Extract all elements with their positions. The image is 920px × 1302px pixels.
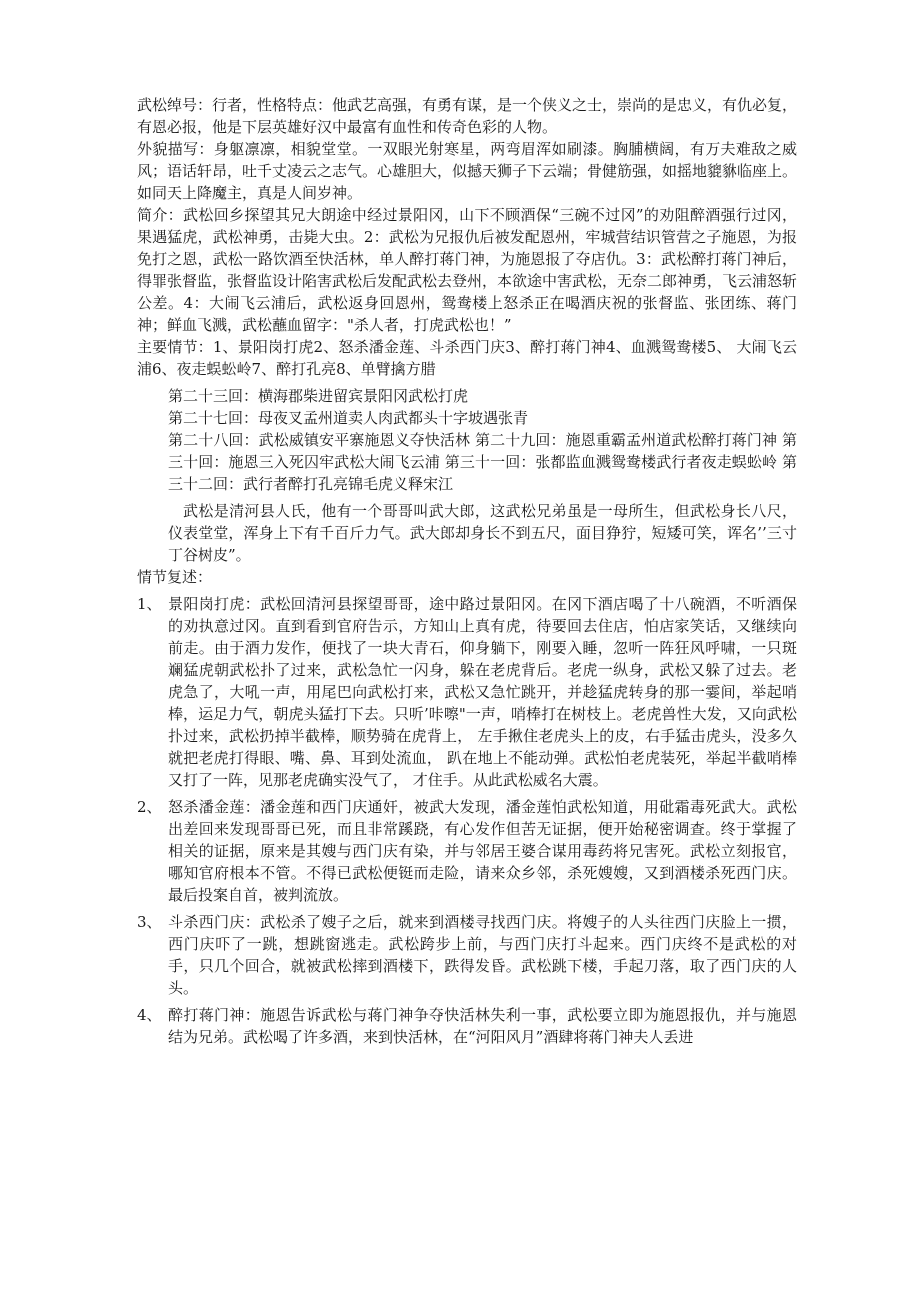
plot-text: 怒杀潘金莲：潘金莲和西门庆通奸，被武大发现，潘金莲怕武松知道，用砒霜毒死武大。武松出差回来发现哥哥已死，而且非常蹊跷，有心发作但苦无证据，便开始秘密调查。终于掌握了相关的证据，原来是其嫂与西门庆有染，并与邻居王婆合谋用毒药将兄害死。武松立刻报官，哪知官府根本不管。不得已武松便铤而走险，请来众乡邻，杀死嫂嫂，又到酒楼杀死西门庆。最后投案自首，被判流放。	[168, 798, 797, 904]
plot-text: 斗杀西门庆：武松杀了嫂子之后，就来到酒楼寻找西门庆。将嫂子的人头往西门庆脸上一掼，西门庆吓了一跳，想跳窗逃走。武松跨步上前，与西门庆打斗起来。西门庆终不是武松的对手，只几个回合，就被武松摔到酒楼下，跌得发昏。武松跳下楼，手起刀落，取了西门庆的人头。	[168, 913, 797, 997]
plot-item	[137, 593, 797, 791]
plot-number: 4、	[137, 1006, 162, 1024]
summary-paragraph: 简介：武松回乡探望其兄大朗途中经过景阳冈，山下不顾酒保“三碗不过冈”的劝阻醉酒强行过冈，果遇猛虎，武松神勇，击毙大虫。2：武松为兄报仇后被发配恩州，牢城营结识管营之子施恩，为报免打之恩，武松一路饮酒至快活林，单人醉打蒋门神，为施恩报了夺店仇。3：武松醉打蒋门神后，得罪张督监，张督监设计陷害武松后发配武松去登州，本欲途中害武松，无奈二郎神勇，飞云浦怒斩公差。4：大闹飞云浦后，武松返身回恩州，鸳鸯楼上怒杀正在喝酒庆祝的张督监、张团练、蒋门神；鲜血飞溅，武松蘸血留字："杀人者，打虎武松也！”	[137, 206, 798, 334]
plot-item	[137, 796, 797, 906]
main-plot-paragraph: 主要情节：1、景阳岗打虎2、怒杀潘金莲、斗杀西门庆3、醉打蒋门神4、血溅鸳鸯楼5、 大闹飞云浦6、夜走蜈蚣岭7、醉打孔亮8、单臂擒方腊	[137, 338, 797, 378]
plot-item	[137, 911, 797, 999]
retell-heading: 情节复述：	[137, 568, 213, 586]
nickname-paragraph: 武松绰号：行者，性格特点：他武艺高强，有勇有谋，是一个侠义之士，崇尚的是忠义，有仇必复，有恩必报，他是下层英雄好汉中最富有血性和传奇色彩的人物。	[137, 96, 798, 136]
plot-number: 2、	[137, 798, 162, 816]
plot-item	[137, 1004, 797, 1048]
plot-number: 1、	[137, 595, 162, 613]
chapter-item: 第二十七回：母夜叉孟州道卖人肉武都头十字坡遇张青	[168, 409, 529, 427]
plot-number: 3、	[137, 913, 162, 931]
plot-text: 景阳岗打虎：武松回清河县探望哥哥，途中路过景阳冈。在冈下酒店喝了十八碗酒，不听酒保的劝执意过冈。直到看到官府告示，方知山上真有虎，待要回去住店，怕店家笑话，又继续向前走。由于酒力发作，便找了一块大青石，仰身躺下，刚要入睡，忽听一阵狂风呼啸，一只斑斓猛虎朝武松扑了过来，武松急忙一闪身，躲在老虎背后。老虎一纵身，武松又躲了过去。老虎急了，大吼一声，用尾巴向武松打来，武松又急忙跳开，并趁猛虎转身的那一霎间，举起哨棒，运足力气，朝虎头猛打下去。只听’咔嚓"一声，哨棒打在树枝上。老虎兽性大发，又向武松扑过来，武松扔掉半截棒，顺势骑在虎背上， 左手揪住老虎头上的皮，右手猛击虎头，没多久就把老虎打得眼、嘴、鼻、耳到处流血， 趴在地上不能动弹。武松怕老虎装死，举起半截哨棒又打了一阵，见那老虎确实没气了， 才住手。从此武松威名大震。	[168, 595, 797, 789]
chapter-list	[137, 385, 797, 495]
document-page	[137, 94, 797, 1048]
chapter-item: 第二十八回：武松威镇安平寨施恩义夺快活林 第二十九回：施恩重霸孟州道武松醉打蒋门神 第三十回：施恩三入死囚牢武松大闹飞云浦 第三十一回：张都监血溅鸳鸯楼武行者夜走蜈蚣岭 第三十二回：武行者醉打孔亮锦毛虎义释宋江	[168, 431, 797, 493]
plot-text: 醉打蒋门神：施恩告诉武松与蒋门神争夺快活林失利一事，武松要立即为施恩报仇，并与施恩结为兄弟。武松喝了许多酒，来到快活林，在“河阳风月”酒肆将蒋门神夫人丢进	[168, 1006, 797, 1046]
chapter-item: 第二十三回：横海郡柴进留宾景阳冈武松打虎	[168, 387, 469, 405]
intro-paragraph: 武松是清河县人氏，他有一个哥哥叫武大郎，这武松兄弟虽是一母所生，但武松身长八尺，仪表堂堂，浑身上下有千百斤力气。武大郎却身长不到五尺，面目狰狞，短矮可笑，诨名’’三寸丁谷树皮”。	[168, 502, 797, 564]
appearance-paragraph: 外貌描写：身躯凛凛，相貌堂堂。一双眼光射寒星，两弯眉浑如刷漆。胸脯横阔，有万夫难敌之威风；语话轩昂，吐千丈凌云之志气。心雄胆大，似撼天狮子下云端；骨健筋强，如摇地貔貅临座上。如同天上降魔主，真是人间岁神。	[137, 140, 798, 202]
plot-list	[137, 593, 797, 1048]
